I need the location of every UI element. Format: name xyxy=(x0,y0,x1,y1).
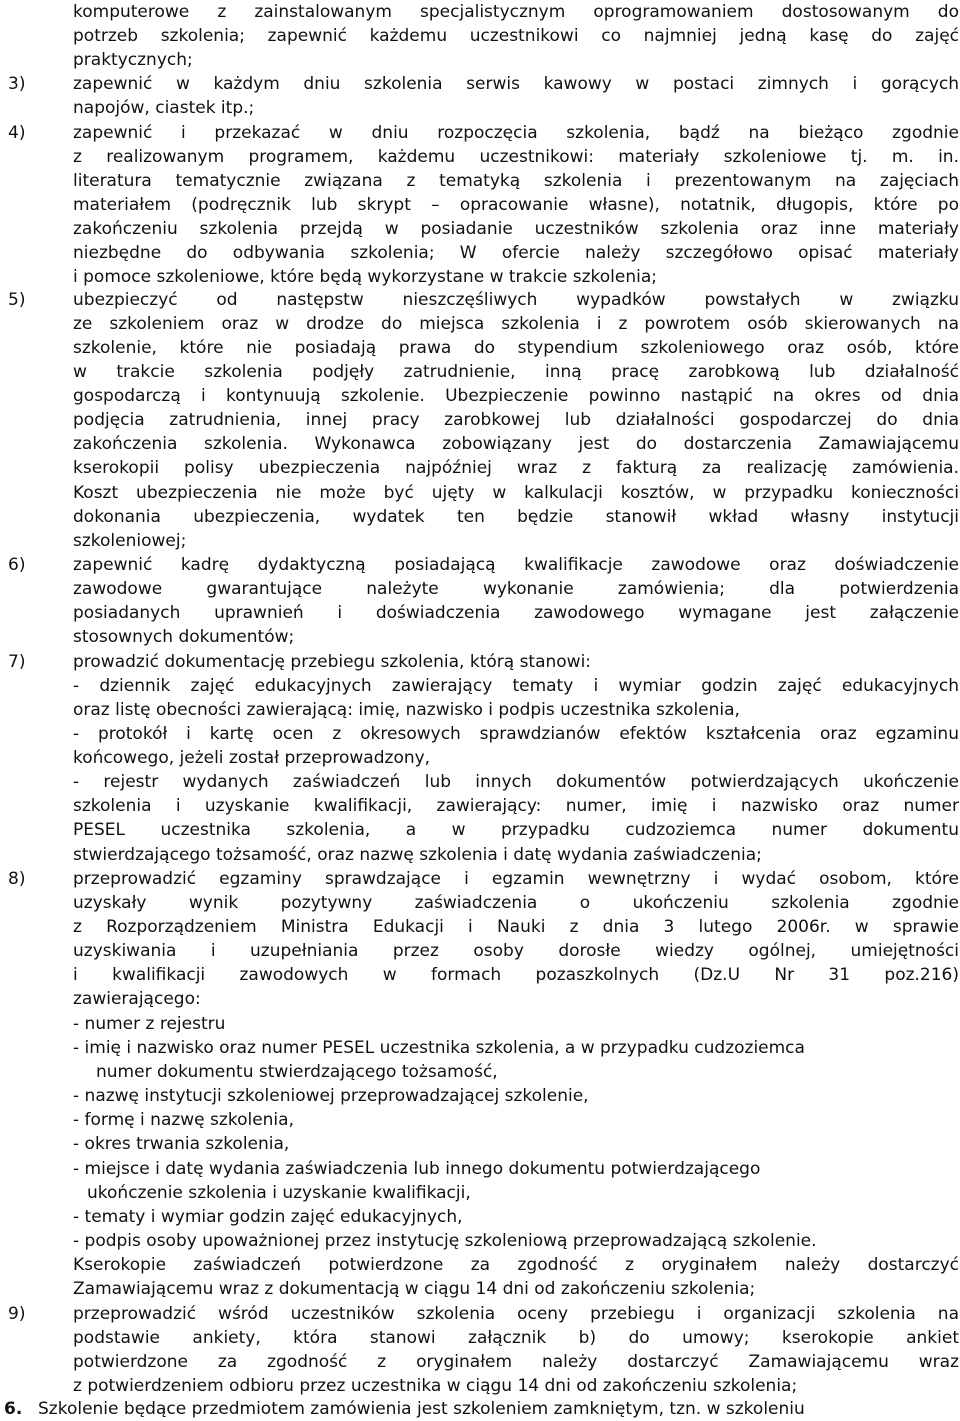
text-line: zakończenia szkolenia. Wykonawca zobowiązany jest do dostarczenia Zamawiającemu xyxy=(73,434,959,454)
text-line: podstawie ankiety, która stanowi załącznik b) do umowy; kserokopie ankiet xyxy=(73,1328,959,1348)
text-line: Kserokopie zaświadczeń potwierdzone za zgodność z oryginałem należy dostarczyć xyxy=(73,1255,959,1275)
text-line: z realizowanym programem, każdemu uczestnikowi: materiały szkoleniowe tj. m. in. xyxy=(73,147,959,167)
text-line: z potwierdzeniem odbioru przez uczestnika w ciągu 14 dni od zakończeniu szkolenia; xyxy=(73,1376,798,1396)
item-number-6: 6) xyxy=(8,555,26,575)
text-line: podjęcia zatrudnienia, innej pracy zarobkowej lub działalności gospodarczej do dnia xyxy=(73,410,959,430)
text-line: niezbędne do odbywania szkolenia; W ofercie należy szczegółowo opisać materiały xyxy=(73,243,959,263)
text-line: - dziennik zajęć edukacyjnych zawierający tematy i wymiar godzin zajęć edukacyjnych xyxy=(73,676,959,696)
text-line: przeprowadzić egzaminy sprawdzające i egzamin wewnętrzny i wydać osobom, które xyxy=(73,869,959,889)
text-line: zapewnić kadrę dydaktyczną posiadającą kwalifikacje zawodowe oraz doświadczenie xyxy=(73,555,959,575)
text-line: - podpis osoby upoważnionej przez instytucję szkoleniową przeprowadzającą szkolenie. xyxy=(73,1231,817,1251)
text-line: zapewnić i przekazać w dniu rozpoczęcia szkolenia, bądź na bieżąco zgodnie xyxy=(73,123,959,143)
text-line: szkoleniowej; xyxy=(73,531,187,551)
text-line: w trakcie szkolenia podjęły zatrudnienie, inną pracę zarobkową lub działalność xyxy=(73,362,959,382)
text-line: stwierdzającego tożsamość, oraz nazwę szkolenia i datę wydania zaświadczenia; xyxy=(73,845,762,865)
text-line: zawodowe gwarantujące należyte wykonanie zamówienia; dla potwierdzenia xyxy=(73,579,959,599)
text-line: - imię i nazwisko oraz numer PESEL uczestnika szkolenia, a w przypadku cudzoziemca xyxy=(73,1038,805,1058)
text-line: - okres trwania szkolenia, xyxy=(73,1134,290,1154)
text-line: numer dokumentu stwierdzającego tożsamość, xyxy=(96,1062,498,1082)
text-line: potwierdzone za zgodność z oryginałem należy dostarczyć Zamawiającemu wraz xyxy=(73,1352,959,1372)
text-line: - formę i nazwę szkolenia, xyxy=(73,1110,294,1130)
text-line: prowadzić dokumentację przebiegu szkolenia, którą stanowi: xyxy=(73,652,592,672)
text-line: zapewnić w każdym dniu szkolenia serwis kawowy w postaci zimnych i gorących xyxy=(73,74,959,94)
item-number-3: 3) xyxy=(8,74,26,94)
text-line: dokonania ubezpieczenia, wydatek ten będzie stanowił wkład własny instytucji xyxy=(73,507,959,527)
item-number-8: 8) xyxy=(8,869,26,889)
text-line: Zamawiającemu wraz z dokumentacją w ciągu 14 dni od zakończeniu szkolenia; xyxy=(73,1279,756,1299)
text-line: posiadanych uprawnień i doświadczenia zawodowego wymagane jest załączenie xyxy=(73,603,959,623)
text-line: napojów, ciastek itp.; xyxy=(73,98,255,118)
text-line: - rejestr wydanych zaświadczeń lub innych dokumentów potwierdzających ukończenie xyxy=(73,772,959,792)
text-line: - protokół i kartę ocen z okresowych sprawdzianów efektów kształcenia oraz egzaminu xyxy=(73,724,959,744)
text-line: - tematy i wymiar godzin zajęć edukacyjnych, xyxy=(73,1207,463,1227)
text-line: ubezpieczyć od następstw nieszczęśliwych wypadków powstałych w związku xyxy=(73,290,959,310)
text-line: PESEL uczestnika szkolenia, a w przypadku cudzoziemca numer dokumentu xyxy=(73,820,959,840)
text-line: przeprowadzić wśród uczestników szkolenia oceny przebiegu i organizacji szkolenia na xyxy=(73,1304,959,1324)
section-number: 6. xyxy=(4,1399,23,1419)
text-line: ze szkoleniem oraz w drodze do miejsca szkolenia i z powrotem osób skierowanych na xyxy=(73,314,959,334)
text-line: literatura tematycznie związana z tematyką szkolenia i prezentowanym na zajęciach xyxy=(73,171,959,191)
text-line: i kwalifikacji zawodowych w formach pozaszkolnych (Dz.U Nr 31 poz.216) xyxy=(73,965,959,985)
item-number-9: 9) xyxy=(8,1304,26,1324)
text-line: uzyskiwania i uzupełniania przez osoby dorosłe wiedzy ogólnej, umiejętności xyxy=(73,941,959,961)
text-line: komputerowe z zainstalowanym specjalistycznym oprogramowaniem dostosowanym do xyxy=(73,2,959,22)
text-line: - numer z rejestru xyxy=(73,1014,226,1034)
text-line: kserokopii polisy ubezpieczenia najpóźniej wraz z fakturą za realizację zamówienia. xyxy=(73,458,959,478)
text-line: oraz listę obecności zawierającą: imię, nazwisko i podpis uczestnika szkolenia, xyxy=(73,700,740,720)
text-line: zakończeniu szkolenia przejdą w posiadanie uczestników szkolenia oraz inne materiały xyxy=(73,219,959,239)
text-line: praktycznych; xyxy=(73,50,193,70)
text-line: z Rozporządzeniem Ministra Edukacji i Nauki z dnia 3 lutego 2006r. w sprawie xyxy=(73,917,959,937)
text-line: końcowego, jeżeli został przeprowadzony, xyxy=(73,748,431,768)
text-line: materiałem (podręcznik lub skrypt – opracowanie własne), notatnik, długopis, które po xyxy=(73,195,959,215)
text-line: stosownych dokumentów; xyxy=(73,627,295,647)
item-number-4: 4) xyxy=(8,123,26,143)
text-line: zawierającego: xyxy=(73,989,201,1009)
text-line: potrzeb szkolenia; zapewnić każdemu uczestnikowi co najmniej jedną kasę do zajęć xyxy=(73,26,959,46)
text-line: ukończenie szkolenia i uzyskanie kwalifikacji, xyxy=(87,1183,471,1203)
text-line: uzyskały wynik pozytywny zaświadczenia o ukończeniu szkolenia zgodnie xyxy=(73,893,959,913)
text-line: szkolenia i uzyskanie kwalifikacji, zawierający: numer, imię i nazwisko oraz numer xyxy=(73,796,959,816)
text-line: gospodarczą i kontynuują szkolenie. Ubezpieczenie powinno nastąpić na okres od dnia xyxy=(73,386,959,406)
section-text: Szkolenie będące przedmiotem zamówienia jest szkoleniem zamkniętym, tzn. w szkoleniu xyxy=(38,1399,805,1419)
item-number-5: 5) xyxy=(8,290,26,310)
text-line: i pomoce szkoleniowe, które będą wykorzystane w trakcie szkolenia; xyxy=(73,267,657,287)
text-line: - miejsce i datę wydania zaświadczenia lub innego dokumentu potwierdzającego xyxy=(73,1159,761,1179)
text-line: szkolenie, które nie posiadają prawa do stypendium szkoleniowego oraz osób, które xyxy=(73,338,959,358)
item-number-7: 7) xyxy=(8,652,26,672)
text-line: - nazwę instytucji szkoleniowej przeprowadzającej szkolenie, xyxy=(73,1086,589,1106)
text-line: Koszt ubezpieczenia nie może być ujęty w kalkulacji kosztów, w przypadku konieczności xyxy=(73,483,959,503)
